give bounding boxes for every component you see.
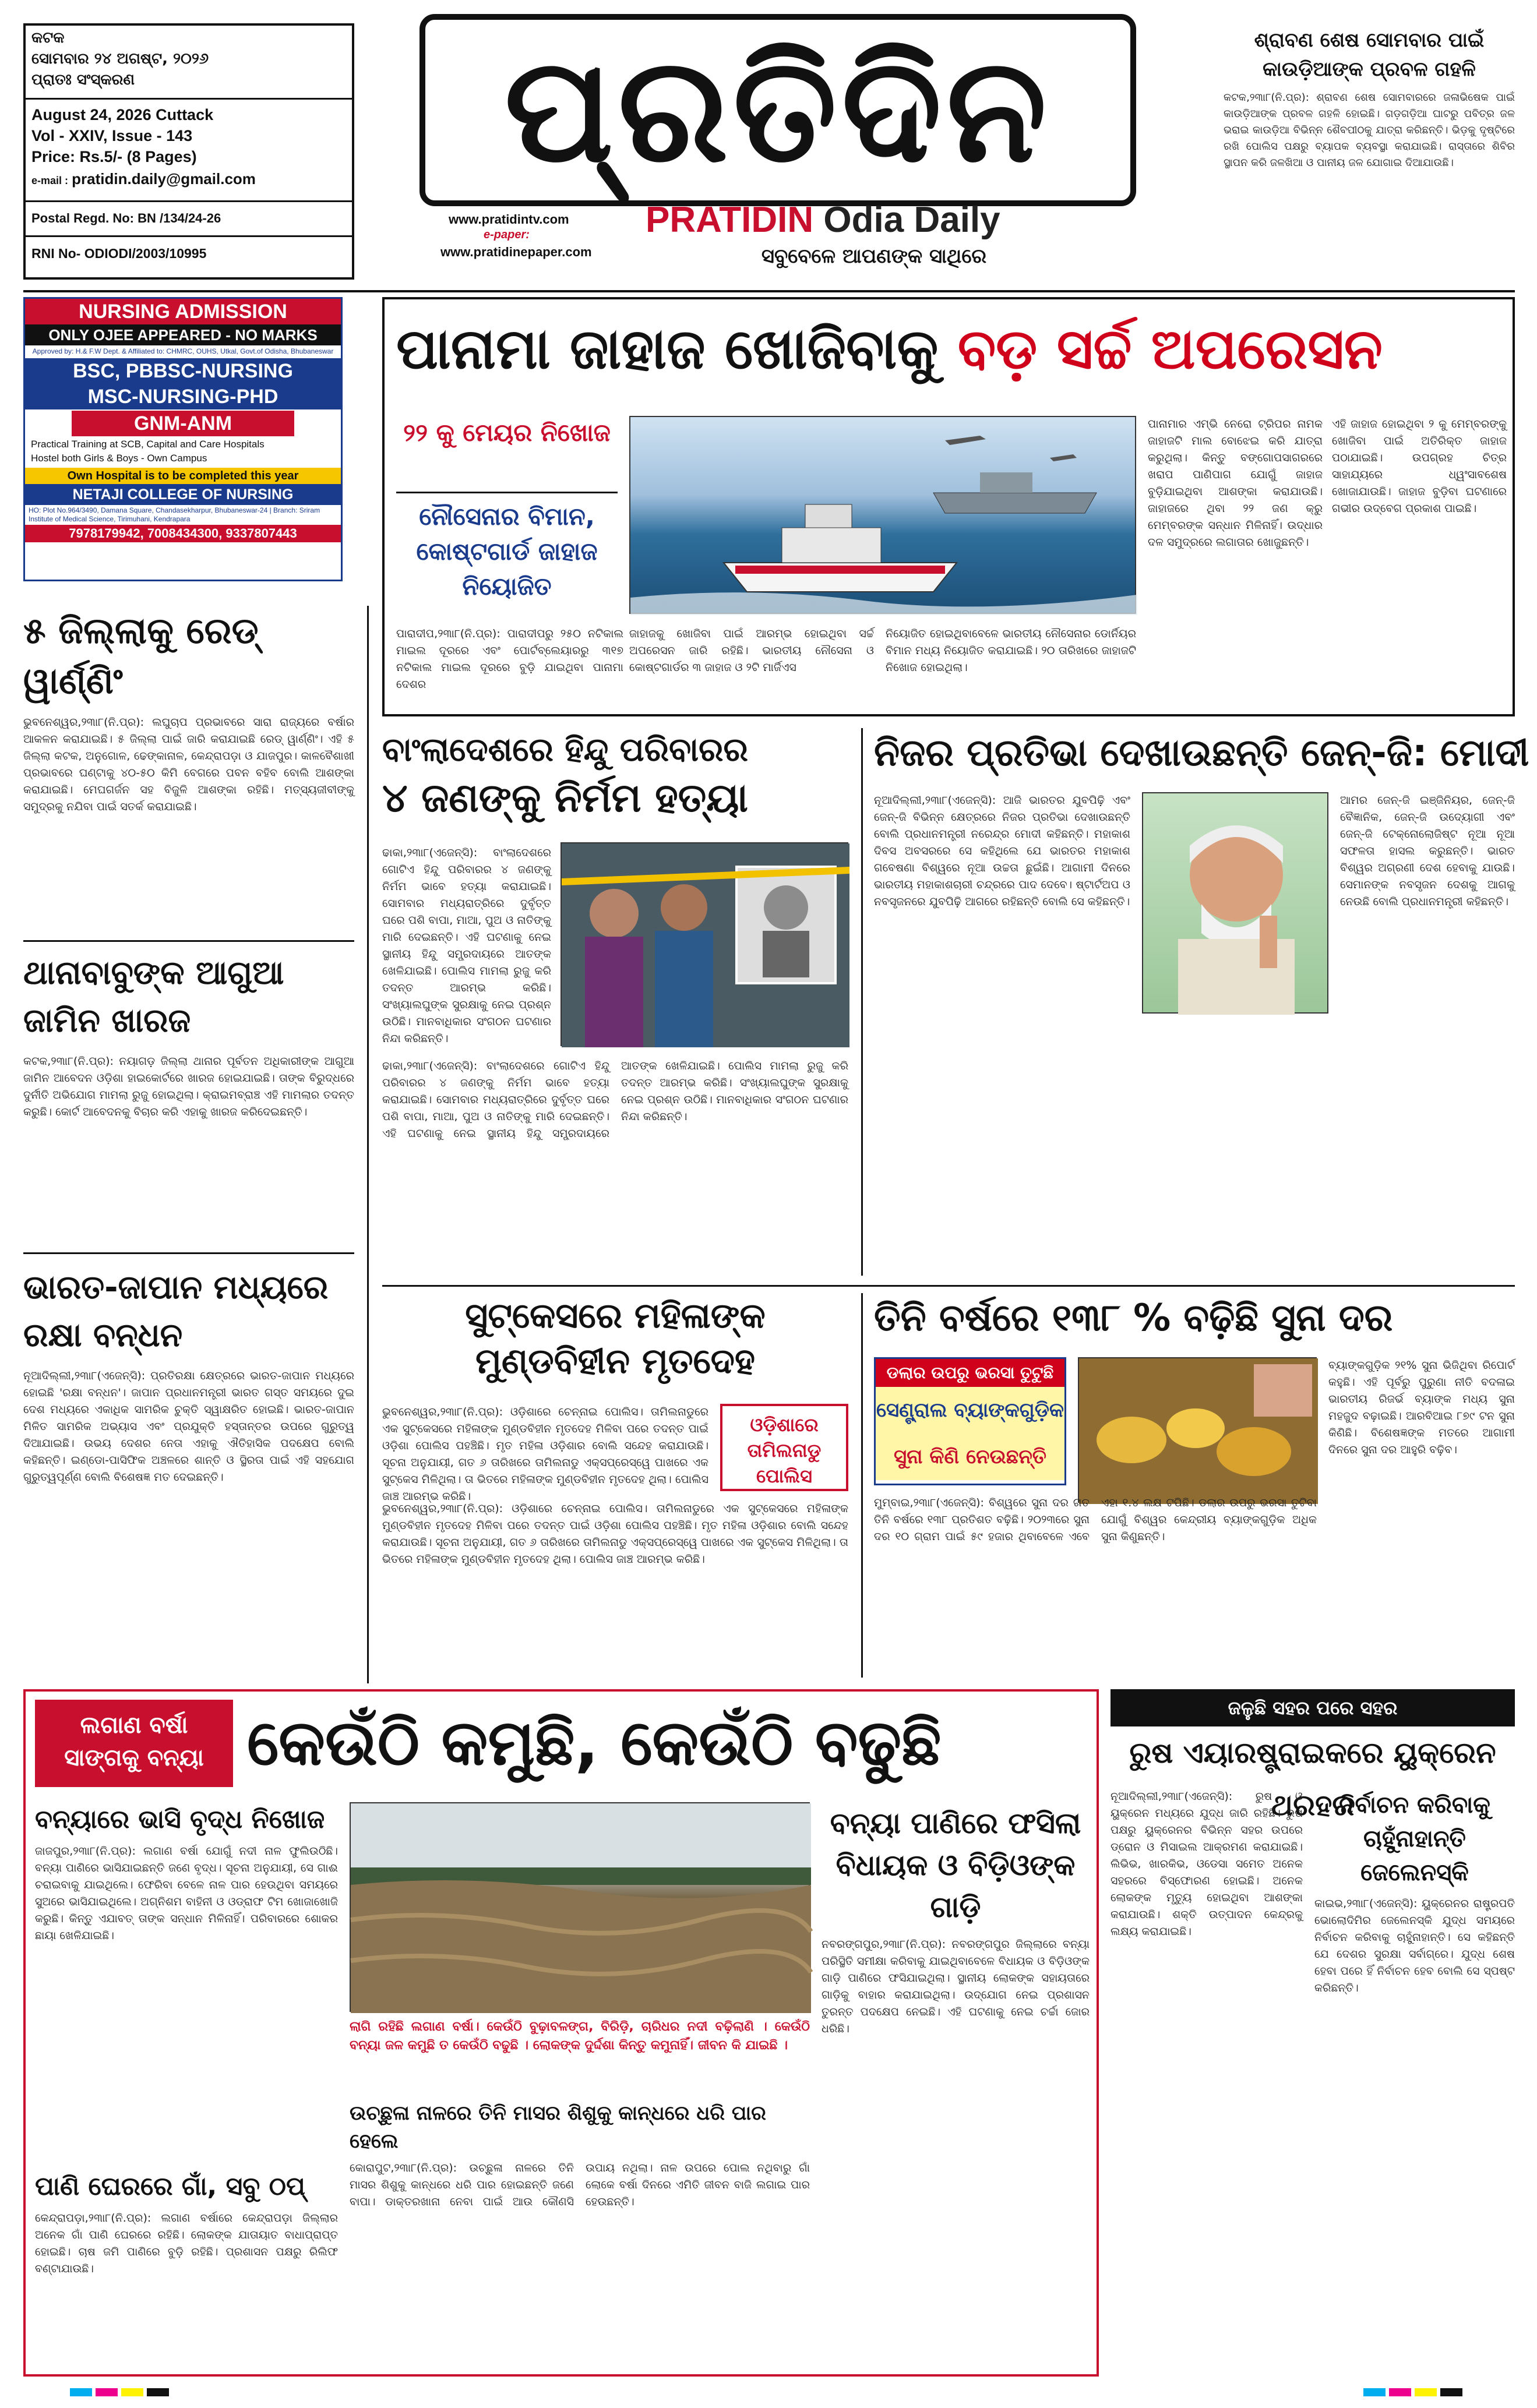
edition-day-date: ସୋମବାର ୨୪ ଅଗଷ୍ଟ, ୨୦୨୬ <box>31 50 209 68</box>
flood-kicker-2: ସାଙ୍ଗକୁ ବନ୍ୟା <box>64 1745 204 1771</box>
website-epaper[interactable]: www.pratidinepaper.com <box>440 245 592 259</box>
ad-course-1: BSC, PBBSC-NURSING <box>25 358 341 384</box>
registration-mark-magenta <box>96 2388 118 2396</box>
modi-body: ନୂଆଦିଲ୍ଲୀ,୨୩ା୮(ଏଜେନ୍ସି): ଆଜି ଭାରତର ଯୁବପିଢ଼ି ଏବଂ ଜେନ୍-ଜି ବିଭିନ୍ନ କ୍ଷେତ୍ରରେ ନିଜର ପ୍ରତିଭା ଦେଖାଉଛନ୍ତି ବୋଲି ପ୍ରଧାନମନ୍ତ୍ରୀ ନରେନ୍ଦ୍ର ମୋଦୀ କହିଛନ୍ତି। ମହାକାଶ ଦିବସ ଅବସରରେ ସେ କହିଥିଲେ ଯେ ଭାରତର ମହାକାଶ ଗବେଷଣା ବିଶ୍ୱରେ ନୂଆ ଉଚ୍ଚତା ଛୁଇଁଛି। ଆଗାମୀ ଦିନରେ ଭାରତୀୟ ମହାକାଶଚାରୀ ଚନ୍ଦ୍ରରେ ପାଦ ଦେବେ। ଷ୍ଟାର୍ଟଅପ ଓ ନବସୃଜନରେ ଯୁବପିଢ଼ି ଆଗରେ ରହିଛନ୍ତି ବୋଲି ସେ କହିଛନ୍ତି। <box>874 794 1130 908</box>
flood-story-2 <box>35 2169 338 2367</box>
lead-sub-2: ନୌସେନାର ବିମାନ, କୋଷ୍ଟଗାର୍ଡ ଜାହାଜ ନିୟୋଜିତ <box>396 492 618 604</box>
ad-course-3: GNM-ANM <box>72 411 294 436</box>
search-operation-photo <box>629 416 1136 614</box>
ear-story <box>1224 26 1515 282</box>
postal-regd: Postal Regd. No: BN /134/24-26 <box>31 211 221 225</box>
gold-body-2: ବ୍ୟାଙ୍କଗୁଡ଼ିକ ୨୧% ସୁନା ଭିଜିଥିବା ରିପୋର୍ଟ କହୁଛି। ଏହି ପୂର୍ବରୁ ପୁରୁଣା ନୀତି ବଦଳାଇ ଭାରତୀୟ ରିଜର୍ଭ ବ୍ୟାଙ୍କ ମଧ୍ୟ ସୁନା ମହଜୁଦ ବଢ଼ାଇଛି। ଆରବିଆଇ ୮୭୯ ଟନ ସୁନା କିଣିଛି। ବିଶେଷଜ୍ଞଙ୍କ ମତରେ ଆଗାମୀ ଦିନରେ ସୁନା ଦର ଆହୁରି ବଢ଼ିବ। <box>1328 1359 1515 1456</box>
flooded-river-illustration <box>351 1803 811 2013</box>
flood-story-2-body: କେନ୍ଦ୍ରାପଡ଼ା,୨୩ା୮(ନି.ପ୍ର): ଲଗାଣ ବର୍ଷାରେ କେନ୍ଦ୍ରାପଡ଼ା ଜିଲ୍ଲାର ଅନେକ ଗାଁ ପାଣି ଘେରରେ ରହିଛି। ଲୋକଙ୍କ ଯାତାୟାତ ବାଧାପ୍ରାପ୍ତ ହୋଇଛି। ଚାଷ ଜମି ପାଣିରେ ବୁଡ଼ି ରହିଛି। ପ୍ରଶାସନ ପକ୍ଷରୁ ରିଲିଫ ବଣ୍ଟାଯାଉଛି। <box>35 2212 338 2275</box>
flood-story-1 <box>35 1802 338 2158</box>
ad-title: NURSING ADMISSION <box>25 299 341 324</box>
bangladesh-photo <box>560 842 848 1046</box>
ear-body: କଟକ,୨୩ା୮(ନି.ପ୍ର): ଶ୍ରାବଣ ଶେଷ ସୋମବାରରେ ଜଳାଭିଷେକ ପାଇଁ କାଉଡ଼ିଆଙ୍କ ପ୍ରବଳ ଗହଳି ହୋଇଛି। ଗଡ଼ଗଡ଼ିଆ ଘାଟରୁ ପବିତ୍ର ଜଳ ଭରାଇ କାଉଡ଼ିଆ ବିଭିନ୍ନ ଶୈବପୀଠକୁ ଯାତ୍ରା କରିଛନ୍ତି। ଭିଡ଼କୁ ଦୃଷ୍ଟିରେ ରଖି ପୋଲିସ ପକ୍ଷରୁ ବ୍ୟାପକ ବ୍ୟବସ୍ଥା କରାଯାଇଛି। ରାସ୍ତାରେ ଶିବିର ସ୍ଥାପନ କରି ଜଳଖିଆ ଓ ପାନୀୟ ଜଳ ଯୋଗାଇ ଦିଆଯାଉଛି। <box>1224 91 1515 169</box>
gold-box-mid: ସେଣ୍ଟ୍ରାଲ ବ୍ୟାଙ୍କଗୁଡ଼ିକ <box>876 1387 1064 1433</box>
suitcase-body: ଭୁବନେଶ୍ୱର,୨୩ା୮(ନି.ପ୍ର): ଓଡ଼ିଶାରେ ଚେନ୍ନାଇ ପୋଲିସ। ତାମିଲନାଡୁରେ ଏକ ସୁଟ୍‌କେସରେ ମହିଳାଙ୍କ ମୁଣ୍ଡବିହୀନ ମୃତଦେହ ମିଳିବା ପରେ ତଦନ୍ତ ପାଇଁ ଓଡ଼ିଶା ପୋଲିସ ପହଞ୍ଚିଛି। ମୃତ ମହିଳା ଓଡ଼ିଶାର ବୋଲି ସନ୍ଦେହ କରାଯାଉଛି। ସୂଚନା ଅନୁଯାୟୀ, ଗତ ୬ ତାରିଖରେ ତାମିଲନାଡୁ ଏକ୍ସପ୍ରେସ୍‌ୱେ ପାଖରେ ଏକ ସୁଟ୍‌କେସ ମିଳିଥିଲା। ତା ଭିତରେ ମହିଳାଙ୍କ ମୁଣ୍ଡବିହୀନ ମୃତଦେହ ଥିଲା। ପୋଲିସ ଜାଞ୍ଚ ଆରମ୍ଭ କରିଛି। <box>382 1406 708 1503</box>
flood-kicker <box>35 1700 233 1787</box>
flood-story-2-headline: ପାଣି ଘେରରେ ଗାଁ, ସବୁ ଠପ୍ <box>35 2172 305 2201</box>
email-row <box>31 170 256 188</box>
ad-bullet-1: Practical Training at SCB, Capital and Care Hospitals <box>31 439 265 450</box>
english-name-black: Odia Daily <box>823 200 1000 240</box>
ukraine-side-body: କାଇଭ,୨୩ା୮(ଏଜେନ୍ସି): ୟୁକ୍ରେନର ରାଷ୍ଟ୍ରପତି ଭୋଲୋଦିମିର ଜେଲେନସ୍କି ଯୁଦ୍ଧ ସମୟରେ ନିର୍ବାଚନ କରିବାକୁ ଚାହୁଁନାହାନ୍ତି। ସେ କହିଛନ୍ତି ଯେ ଦେଶର ସୁରକ୍ଷା ସର୍ବାଗ୍ରେ। ଯୁଦ୍ଧ ଶେଷ ହେବା ପରେ ହିଁ ନିର୍ବାଚନ ହେବ ବୋଲି ସେ ସ୍ପଷ୍ଟ କରିଛନ୍ତି। <box>1314 1897 1515 1994</box>
defence-story <box>23 1264 354 1683</box>
rni-number: RNI No- ODIODI/2003/10995 <box>31 246 207 261</box>
gold-box <box>874 1357 1066 1485</box>
lead-col-1: ପାରାଦୀପ,୨୩ା୮(ନି.ପ୍ର): ପାରାଦୀପରୁ ୨୫୦ ନଟିକାଲ ମାଇଲ ଦୂରରେ ଏବଂ ପୋର୍ଟବ୍ଲେୟାରରୁ ୩୧୭ ନଟିକାଲ ମାଇଲ ଦୂରରେ ବୁଡ଼ି ଯାଇଥିବା ପାନାମା ଦେଶର <box>396 627 623 691</box>
nursing-ad[interactable] <box>23 297 343 581</box>
registration-mark-black <box>1440 2388 1462 2396</box>
registration-mark-yellow <box>1415 2388 1437 2396</box>
ukraine-headline: ରୁଷ ଏୟାରଷ୍ଟ୍ରାଇକରେ ୟୁକ୍ରେନ ଥରହର <box>1129 1736 1496 1822</box>
flood-headline: କେଉଁଠି କମୁଛି, କେଉଁଠି ବଢୁଛି <box>247 1707 942 1779</box>
registration-mark-yellow <box>121 2388 143 2396</box>
bail-headline: ଥାନାବାବୁଙ୍କ ଆଗୁଆ ଜାମିନ ଖାରଜ <box>23 954 284 1040</box>
modi-story <box>874 728 1529 1276</box>
flood-photo <box>350 1802 810 2012</box>
registration-mark-cyan <box>1363 2388 1386 2396</box>
ad-phones[interactable]: 7978179942, 7008434300, 9337807443 <box>25 525 341 542</box>
gold-photo <box>1078 1357 1317 1503</box>
registration-mark-magenta <box>1389 2388 1411 2396</box>
ukraine-side-headline: ନିର୍ବାଚନ କରିବାକୁ ଚାହୁଁନାହାନ୍ତି ଜେଲେନସ୍କି <box>1339 1792 1490 1886</box>
ship-illustration <box>630 417 1137 615</box>
lead-right-2: ଏହି ଜାହାଜ ହୋଇଥିବା ୨ କୁ ମେମ୍ବରଙ୍କୁ ଖୋଜିବା ପାଇଁ ଅତିରିକ୍ତ ଜାହାଜ ପଠାଯାଇଛି। ଉପଗ୍ରହ ଚିତ୍ର ସାହାଯ୍ୟରେ ଧ୍ୱଂସାବଶେଷ ଖୋଜାଯାଉଛି। ଜାହାଜ ବୁଡ଼ିବା ଘଟଣାରେ ଗଭୀର ଉଦ୍‌ବେଗ ପ୍ରକାଶ ପାଇଛି। <box>1332 418 1507 515</box>
flood-story <box>23 1689 1099 2377</box>
flood-story-3 <box>350 2099 810 2367</box>
suitcase-headline-1: ସୁଟ୍‌କେସରେ ମହିଳାଙ୍କ <box>465 1295 766 1336</box>
ad-address: HO: Plot No.964/3490, Damana Square, Chandasekharpur, Bhubaneswar-24 | Branch: Sriram Institute of Medical Science, Tirimuhani, Kendrapara <box>29 506 320 523</box>
bail-body: କଟକ,୨୩ା୮(ନି.ପ୍ର): ନୟାଗଡ଼ ଜିଲ୍ଲା ଥାନାର ପୂର୍ବତନ ଅଧିକାରୀଙ୍କ ଆଗୁଆ ଜାମିନ ଆବେଦନ ଓଡ଼ିଶା ହାଇକୋର୍ଟରେ ଖାରଜ ହୋଇଯାଇଛି। ତାଙ୍କ ବିରୁଦ୍ଧରେ ଦୁର୍ନୀତି ଅଭିଯୋଗ ମାମଲା ରୁଜୁ ହୋଇଥିଲା। କ୍ରାଇମବ୍ରାଞ୍ଚ ଏହି ମାମଲାର ତଦନ୍ତ କରୁଛି। କୋର୍ଟ ଆବେଦନକୁ ବିଚାର କରି ଏହାକୁ ଖାରଜ କରିଦେଇଛନ୍ତି। <box>23 1055 354 1118</box>
modi-photo <box>1142 792 1328 1014</box>
modi-headline: ନିଜର ପ୍ରତିଭା ଦେଖାଉଛନ୍ତି ଜେନ୍-ଜି: ମୋଦୀ <box>874 732 1529 775</box>
flood-story-3-headline: ଉଚ୍ଛୁଳା ନାଳରେ ତିନି ମାସର ଶିଶୁକୁ କାନ୍ଧରେ ଧରି ପାର ହେଲେ <box>350 2102 766 2153</box>
flood-story-4-headline: ବନ୍ୟା ପାଣିରେ ଫସିଲା ବିଧାୟକ ଓ ବିଡ଼ିଓଙ୍କ ଗାଡ଼ି <box>830 1806 1081 1924</box>
bangladesh-body-cont: ଢାକା,୨୩ା୮(ଏଜେନ୍ସି): ବାଂଲାଦେଶରେ ଗୋଟିଏ ହିନ୍ଦୁ ପରିବାରର ୪ ଜଣଙ୍କୁ ନିର୍ମମ ଭାବେ ହତ୍ୟା କରାଯାଇଛି। ସୋମବାର ମଧ୍ୟରାତ୍ରିରେ ଦୁର୍ବୃତ୍ତ ଘରେ ପଶି ବାପା, ମାଆ, ପୁଅ ଓ ନାତିଙ୍କୁ ମାରି ଦେଇଛନ୍ତି। ଏହି ଘଟଣାକୁ ନେଇ ସ୍ଥାନୀୟ ହିନ୍ଦୁ ସମ୍ପ୍ରଦାୟରେ ଆତଙ୍କ ଖେଳିଯାଇଛି। ପୋଲିସ ମାମଲା ରୁଜୁ କରି ତଦନ୍ତ ଆରମ୍ଭ କରିଛି। ସଂଖ୍ୟାଲଘୁଙ୍କ ସୁରକ୍ଷାକୁ ନେଇ ପ୍ରଶ୍ନ ଉଠିଛି। ମାନବାଧିକାର ସଂଗଠନ ଘଟଣାର ନିନ୍ଦା କରିଛନ୍ତି। <box>382 1060 848 1140</box>
gold-box-top: ଡଲାର ଉପରୁ ଭରସା ତୁଟୁଛି <box>876 1359 1064 1387</box>
ukraine-kicker: ଜଳୁଛି ସହର ପରେ ସହର <box>1111 1689 1515 1726</box>
ad-bullet-2: Hostel both Girls & Boys - Own Campus <box>31 453 207 464</box>
bangladesh-headline-1: ବାଂଲାଦେଶରେ ହିନ୍ଦୁ ପରିବାରର <box>382 731 748 769</box>
lead-headline-red: ବଡ଼ ସର୍ଚ୍ଚ ଅପରେସନ <box>957 316 1383 382</box>
edition-type: ପ୍ରାତଃ ସଂସ୍କରଣ <box>31 71 135 89</box>
masthead-date-box <box>23 23 354 280</box>
flood-story-3-body: କୋରାପୁଟ,୨୩ା୮(ନି.ପ୍ର): ଉଚ୍ଛୁଳା ନାଳରେ ତିନି ମାସର ଶିଶୁକୁ କାନ୍ଧରେ ଧରି ପାର ହୋଇଛନ୍ତି ଜଣେ ବାପା। ଡାକ୍ତରଖାନା ନେବା ପାଇଁ ଆଉ କୌଣସି ଉପାୟ ନଥିଲା। ନାଳ ଉପରେ ପୋଲ ନଥିବାରୁ ଗାଁ ଲୋକେ ବର୍ଷା ଦିନରେ ଏମିତି ଜୀବନ ବାଜି ଲଗାଇ ପାର ହେଉଛନ୍ତି। <box>350 2162 810 2208</box>
edition-city: କଟକ <box>31 29 65 47</box>
ad-college: NETAJI COLLEGE OF NURSING <box>25 484 341 505</box>
gold-story <box>874 1293 1515 1678</box>
ad-course-2: MSC-NURSING-PHD <box>25 384 341 409</box>
defence-headline: ଭାରତ-ଜାପାନ ମଧ୍ୟରେ ରକ୍ଷା ବନ୍ଧନ <box>23 1269 329 1354</box>
lead-sub-1: ୨୨ କୁ ମେୟର ନିଖୋଜ <box>403 418 611 447</box>
epaper-label: e-paper: <box>484 228 530 241</box>
bangladesh-story <box>382 728 848 1276</box>
registration-mark-cyan <box>70 2388 92 2396</box>
bail-story <box>23 949 354 1252</box>
email-address[interactable]: pratidin.daily@gmail.com <box>72 170 256 188</box>
suitcase-story <box>382 1293 848 1678</box>
lead-headline-black: ପାନାମା ଜାହାଜ ଖୋଜିବାକୁ <box>396 316 939 382</box>
flood-story-1-body: ଜାଜପୁର,୨୩ା୮(ନି.ପ୍ର): ଲଗାଣ ବର୍ଷା ଯୋଗୁଁ ନଦୀ ନାଳ ଫୁଲିଉଠିଛି। ବନ୍ୟା ପାଣିରେ ଭାସିଯାଇଛନ୍ତି ଜଣେ ବୃଦ୍ଧ। ସୂଚନା ଅନୁଯାୟୀ, ସେ ଗାଈ ଚରାଇବାକୁ ଯାଇଥିଲେ। ଫେରିବା ବେଳେ ନାଳ ପାର ହେଉଥିବା ସମୟରେ ସୁଅରେ ଭାସିଯାଇଥିଲେ। ଅଗ୍ନିଶମ ବାହିନୀ ଓ ଓଡ୍ରାଫ ଟିମ ଖୋଜାଖୋଜି କରୁଛି। କିନ୍ତୁ ଏଯାବତ୍ ତାଙ୍କ ସନ୍ଧାନ ମିଳିନାହିଁ। ପରିବାରରେ ଶୋକର ଛାୟା ଖେଳିଯାଇଛି। <box>35 1845 338 1942</box>
date-english: August 24, 2026 Cuttack <box>31 106 214 123</box>
english-name-red: PRATIDIN <box>646 200 814 240</box>
ad-approval: Approved by: H.& F.W Dept. & Affiliated to: CHMRC, OUHS, Utkal, Govt.of Odisha, Bhubaneswar <box>32 347 334 355</box>
ukraine-side <box>1314 1788 1515 2371</box>
logo-text: ପ୍ରତିଦିନ <box>504 25 1052 195</box>
ukraine-story <box>1111 1689 1515 2377</box>
volume-issue: Vol - XXIV, Issue - 143 <box>31 127 193 144</box>
lead-col-3: ନିୟୋଜିତ ହୋଇଥିବାବେଳେ ଭାରତୀୟ ନୌସେନାର ଡୋର୍ନିୟର ବିମାନ ମଧ୍ୟ ନିୟୋଜିତ କରାଯାଇଛି। ୨୦ ତାରିଖରେ ଜାହାଜଟି ନିଖୋଜ ହୋଇଥିଲା। <box>886 627 1136 674</box>
newspaper-logo <box>419 14 1136 206</box>
portrait-illustration <box>1143 793 1330 1015</box>
gold-body: ମୁମ୍ବାଇ,୨୩ା୮(ଏଜେନ୍ସି): ବିଶ୍ୱରେ ସୁନା ଦର ଗତ ତିନି ବର୍ଷରେ ୧୩୮ ପ୍ରତିଶତ ବଢ଼ିଛି। ୨୦୨୩ରେ ସୁନା ଦର ୧୦ ଗ୍ରାମ ପାଇଁ ୫୯ ହଜାର ଥିବାବେଳେ ଏବେ ଏହା ୧.୪ ଲକ୍ଷ ଟପିଛି। ଡଲାର ଉପରୁ ଭରସା ତୁଟିବା ଯୋଗୁଁ ବିଶ୍ୱର କେନ୍ଦ୍ରୀୟ ବ୍ୟାଙ୍କଗୁଡ଼ିକ ଅଧିକ ସୁନା କିଣୁଛନ୍ତି। <box>874 1496 1317 1543</box>
lead-headline <box>396 317 1503 381</box>
website-tv[interactable]: www.pratidintv.com <box>449 212 569 227</box>
ear-headline: ଶ୍ରାବଣ ଶେଷ ସୋମବାର ପାଇଁ କାଉଡ଼ିଆଙ୍କ ପ୍ରବଳ ଗହଳି <box>1254 29 1485 81</box>
bangladesh-headline-2: ୪ ଜଣଙ୍କୁ ନିର୍ମମ ହତ୍ୟା <box>382 775 748 821</box>
email-label: e-mail : <box>31 175 69 186</box>
price: Price: Rs.5/- (8 Pages) <box>31 148 197 165</box>
red-warning-story <box>23 606 354 932</box>
lead-col-2: ଜାହାଜକୁ ଖୋଜିବା ପାଇଁ ଆରମ୍ଭ ହୋଇଥିବା ସର୍ଚ୍ଚ ଅପରେସନ ଜାରି ରହିଛି। ଭାରତୀୟ ନୌସେନା ଓ କୋଷ୍ଟଗାର୍ଡର ୩ ଜାହାଜ ଓ ୨ଟି ମାର୍ଜିଏସ <box>629 627 874 674</box>
ad-subtitle: ONLY OJEE APPEARED - NO MARKS <box>25 324 341 345</box>
flood-story-1-headline: ବନ୍ୟାରେ ଭାସି ବୃଦ୍ଧ ନିଖୋଜ <box>35 1805 325 1834</box>
bangladesh-body: ଢାକା,୨୩ା୮(ଏଜେନ୍ସି): ବାଂଲାଦେଶରେ ଗୋଟିଏ ହିନ୍ଦୁ ପରିବାରର ୪ ଜଣଙ୍କୁ ନିର୍ମମ ଭାବେ ହତ୍ୟା କରାଯାଇଛି। ସୋମବାର ମଧ୍ୟରାତ୍ରିରେ ଦୁର୍ବୃତ୍ତ ଘରେ ପଶି ବାପା, ମାଆ, ପୁଅ ଓ ନାତିଙ୍କୁ ମାରି ଦେଇଛନ୍ତି। ଏହି ଘଟଣାକୁ ନେଇ ସ୍ଥାନୀୟ ହିନ୍ଦୁ ସମ୍ପ୍ରଦାୟରେ ଆତଙ୍କ ଖେଳିଯାଇଛି। ପୋଲିସ ମାମଲା ରୁଜୁ କରି ତଦନ୍ତ ଆରମ୍ଭ କରିଛି। ସଂଖ୍ୟାଲଘୁଙ୍କ ସୁରକ୍ଷାକୁ ନେଇ ପ୍ରଶ୍ନ ଉଠିଛି। ମାନବାଧିକାର ସଂଗଠନ ଘଟଣାର ନିନ୍ଦା କରିଛନ୍ତି। <box>382 846 551 1045</box>
flood-story-4-body: ନବରଙ୍ଗପୁର,୨୩ା୮(ନି.ପ୍ର): ନବରଙ୍ଗପୁର ଜିଲ୍ଲାରେ ବନ୍ୟା ପରିସ୍ଥିତି ସମୀକ୍ଷା କରିବାକୁ ଯାଇଥିବାବେଳେ ବିଧାୟକ ଓ ବିଡ଼ିଓଙ୍କ ଗାଡ଼ି ପାଣିରେ ଫସିଯାଇଥିଲା। ସ୍ଥାନୀୟ ଲୋକଙ୍କ ସହାୟତାରେ ଗାଡ଼ିକୁ ବାହାର କରାଯାଇଥିଲା। ଉଦ୍‌ଯୋଗ ନେଇ ପ୍ରଶାସନ ତୁରନ୍ତ ପଦକ୍ଷେପ ନେଇଛି। ଏହି ଘଟଣାକୁ ନେଇ ଚର୍ଚ୍ଚା ଜୋର ଧରିଛି। <box>822 1938 1090 2035</box>
suitcase-body-cont: ଭୁବନେଶ୍ୱର,୨୩ା୮(ନି.ପ୍ର): ଓଡ଼ିଶାରେ ଚେନ୍ନାଇ ପୋଲିସ। ତାମିଲନାଡୁରେ ଏକ ସୁଟ୍‌କେସରେ ମହିଳାଙ୍କ ମୁଣ୍ଡବିହୀନ ମୃତଦେହ ମିଳିବା ପରେ ତଦନ୍ତ ପାଇଁ ଓଡ଼ିଶା ପୋଲିସ ପହଞ୍ଚିଛି। ମୃତ ମହିଳା ଓଡ଼ିଶାର ବୋଲି ସନ୍ଦେହ କରାଯାଉଛି। ସୂଚନା ଅନୁଯାୟୀ, ଗତ ୬ ତାରିଖରେ ତାମିଲନାଡୁ ଏକ୍ସପ୍ରେସ୍‌ୱେ ପାଖରେ ଏକ ସୁଟ୍‌କେସ ମିଳିଥିଲା। ତା ଭିତରେ ମହିଳାଙ୍କ ମୁଣ୍ଡବିହୀନ ମୃତଦେହ ଥିଲା। ପୋଲିସ ଜାଞ୍ଚ ଆରମ୍ଭ କରିଛି। <box>382 1502 848 1566</box>
ukraine-body: ନୂଆଦିଲ୍ଲୀ,୨୩ା୮(ଏଜେନ୍ସି): ରୁଷ ଓ ୟୁକ୍ରେନ ମଧ୍ୟରେ ଯୁଦ୍ଧ ଜାରି ରହିଛି। ରୁଷ ପକ୍ଷରୁ ୟୁକ୍ରେନର ବିଭିନ୍ନ ସହର ଉପରେ ଡ୍ରୋନ ଓ ମିସାଇଲ ଆକ୍ରମଣ କରାଯାଇଛି। ଲିଭିଭ, ଖାରକିଭ, ଓଡେସା ସମେତ ଅନେକ ସହରରେ ବିସ୍ଫୋରଣ ହୋଇଛି। ଅନେକ ଲୋକଙ୍କ ମୃତ୍ୟୁ ହୋଇଥିବା ଆଶଙ୍କା କରାଯାଉଛି। ଶକ୍ତି ଉତ୍ପାଦନ କେନ୍ଦ୍ରକୁ ଲକ୍ଷ୍ୟ କରାଯାଇଛି। <box>1111 1790 1303 1938</box>
flood-caption: ଲାଗି ରହିଛି ଲଗାଣ ବର୍ଷା। କେଉଁଠି ବୁଢ଼ାବଳଙ୍ଗ, ବିରିଡ଼ି, ଚାରିଧର ନଦୀ ବଢ଼ିଲାଣି । କେଉଁଠି ବନ୍ୟା ଜଳ କମୁଛି ତ କେଉଁଠି ବଢୁଛି । ଲୋକଙ୍କ ଦୁର୍ଦ୍ଦଶା କିନ୍ତୁ କମୁନାହିଁ। ଜୀବନ କି ଯାଇଛି । <box>350 2019 810 2053</box>
tagline: ସବୁବେଳେ ଆପଣଙ୍କ ସାଥିରେ <box>761 245 987 268</box>
lead-right-1: ପାନାମାର ଏମ୍‌ଭି ନେରୋ ଟ୍ରିପର ନାମକ ଜାହାଜଟି ମାଲ ବୋଝେଇ କରି ଯାତ୍ରା କରୁଥିଲା। କିନ୍ତୁ ବଙ୍ଗୋପସାଗରରେ ଖରାପ ପାଣିପାଗ ଯୋଗୁଁ ଜାହାଜ ବୁଡ଼ିଯାଇଥିବା ଆଶଙ୍କା କରାଯାଉଛି। ଜାହାଜରେ ଥିବା ୨୨ ଜଣ କ୍ରୁ ମେମ୍ବରଙ୍କ ସନ୍ଧାନ ମିଳିନାହିଁ। ଉଦ୍ଧାର ଦଳ ସମୁଦ୍ରରେ ଲଗାତାର ଖୋଜୁଛନ୍ତି। <box>1148 418 1323 549</box>
english-name <box>646 199 1000 241</box>
suitcase-box: ଓଡ଼ିଶାରେ ତାମିଲନାଡୁ ପୋଲିସ <box>720 1404 848 1491</box>
gold-box-bottom: ସୁନା କିଣି ନେଉଛନ୍ତି <box>876 1433 1064 1480</box>
flood-kicker-1: ଲଗାଣ ବର୍ଷା <box>80 1712 188 1739</box>
red-warning-body: ଭୁବନେଶ୍ୱର,୨୩ା୮(ନି.ପ୍ର): ଲଘୁଚାପ ପ୍ରଭାବରେ ସାରା ରାଜ୍ୟରେ ବର୍ଷାର ଆକଳନ କରାଯାଇଛି। ୫ ଜିଲ୍ଲା ପାଇଁ ଜାରି କରାଯାଇଛି ରେଡ୍ ୱାର୍ଣ୍ଣିଂ। ଏହି ୫ ଜିଲ୍ଲା କଟକ, ଅନୁଗୋଳ, ଢେଙ୍କାନାଳ, କେନ୍ଦ୍ରାପଡ଼ା ଓ ଯାଜପୁର। କାଳବୈଶାଖୀ ପ୍ରଭାବରେ ଘଣ୍ଟାକୁ ୪୦-୫୦ କିମି ବେଗରେ ପବନ ବହିବ ବୋଲି ଆଶଙ୍କା କରାଯାଇଛି। ମେଘଗର୍ଜନ ସହ ବିଜୁଳି ଆଶଙ୍କା ରହିଛି। ମତ୍ସ୍ୟଜୀବୀଙ୍କୁ ସମୁଦ୍ରକୁ ନଯିବା ପାଇଁ ସତର୍କ କରାଯାଇଛି। <box>23 716 354 813</box>
registration-mark-black <box>147 2388 169 2396</box>
defence-body: ନୂଆଦିଲ୍ଲୀ,୨୩ା୮(ଏଜେନ୍ସି): ପ୍ରତିରକ୍ଷା କ୍ଷେତ୍ରରେ ଭାରତ-ଜାପାନ ମଧ୍ୟରେ ହୋଇଛି 'ରକ୍ଷା ବନ୍ଧନ'। ଜାପାନ ପ୍ରଧାନମନ୍ତ୍ରୀ ଭାରତ ଗସ୍ତ ସମୟରେ ଦୁଇ ଦେଶ ମଧ୍ୟରେ ଏକାଧିକ ସାମରିକ ଚୁକ୍ତି ସ୍ୱାକ୍ଷରିତ ହୋଇଛି। ଭାରତ-ଜାପାନ ମିଳିତ ସାମରିକ ଅଭ୍ୟାସ ଏବଂ ପ୍ରଯୁକ୍ତି ହସ୍ତାନ୍ତର ଉପରେ ଗୁରୁତ୍ୱ ଦିଆଯାଇଛି। ଉଭୟ ଦେଶର ନେତା ଏହାକୁ ଐତିହାସିକ ପଦକ୍ଷେପ ବୋଲି କହିଛନ୍ତି। ଇଣ୍ଡୋ-ପାସିଫିକ ଅଞ୍ଚଳରେ ଶାନ୍ତି ଓ ସ୍ଥିରତା ପାଇଁ ଏହି ସହଯୋଗ ଗୁରୁତ୍ୱପୂର୍ଣ୍ଣ ବୋଲି ବିଶେଷଜ୍ଞ ମତ ଦେଇଛନ୍ତି। <box>23 1369 354 1484</box>
red-warning-headline: ୫ ଜିଲ୍ଲାକୁ ରେଡ୍ ୱାର୍ଣ୍ଣିଂ <box>23 609 259 702</box>
gold-jewellery-illustration <box>1079 1358 1318 1504</box>
modi-body-2: ଆମର ଜେନ୍-ଜି ଇଞ୍ଜିନିୟର, ଜେନ୍-ଜି ବୈଜ୍ଞାନିକ, ଜେନ୍-ଜି ଉଦ୍ୟୋଗୀ ଏବଂ ଜେନ୍-ଜି ଟେକ୍ନୋଲୋଜିଷ୍ଟ ନୂଆ ନୂଆ ସଫଳତା ହାସଲ କରୁଛନ୍ତି। ଭାରତ ବିଶ୍ୱର ଅଗ୍ରଣୀ ଦେଶ ହେବାକୁ ଯାଉଛି। ସେମାନଙ୍କ ନବସୃଜନ ଦେଶକୁ ଆଗକୁ ନେଉଛି ବୋଲି ପ୍ରଧାନମନ୍ତ୍ରୀ କହିଛନ୍ତି। <box>1340 794 1515 908</box>
flood-story-4 <box>822 1802 1090 2367</box>
suitcase-headline-2: ମୁଣ୍ଡବିହୀନ ମୃତଦେହ <box>475 1341 755 1382</box>
gold-headline: ତିନି ବର୍ଷରେ ୧୩୮ % ବଢ଼ିଛି ସୁନା ଦର <box>874 1297 1393 1340</box>
ad-hospital: Own Hospital is to be completed this year <box>25 468 341 484</box>
mourners-illustration <box>562 843 849 1047</box>
lead-story <box>382 297 1515 716</box>
